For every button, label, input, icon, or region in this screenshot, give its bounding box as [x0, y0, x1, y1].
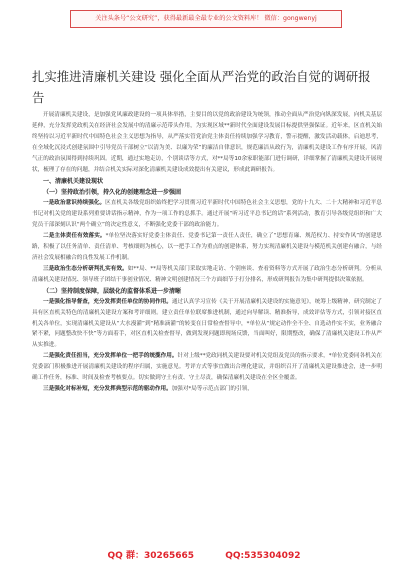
paragraph [32, 384, 382, 395]
top-banner: 关注头条号“公文研究”，获得最新最全最专业的公文资料库！ 微信：gongwenyj [70, 10, 342, 28]
paragraph-text: *单位坚决落实好党委主体责任、党委书记第一责任人责任，确立了“思想育廉、规范权力、持安作风”的创建思路，积极了以任务清单、责任清单、考核细则为核心，以一把手工作为重点的创建体系，努力实现清廉机关建设与模范机关创建有融合，与经济社会发展相融合的良性发展工作机制。 [32, 233, 382, 261]
qq-group-text: QQ 群：30265665 [107, 551, 195, 561]
paragraph [32, 198, 382, 231]
paragraph-text: 针对上级**党政同机关建设要对机关党组及党员的指示要求，*单位党委同各机关在党委部门积极推进开展清廉机关建设的程序归属，实施意见。考评方式等事宜做出合理化建议，并组织召开了清廉机关建设推进会，进一步明确工作任务，标准、时间及检查考核要点。切实做到守土有责、守土尽责，确保清廉机关建设在全区全覆盖。 [32, 353, 382, 382]
paragraph-lead: 一是强化指导督查，充分发挥责任单位的协同作用。 [43, 298, 172, 305]
paragraph-lead: 一是政治意识持续强化。 [43, 200, 106, 207]
paragraph [32, 351, 382, 384]
contact-footer [0, 548, 408, 564]
paragraph [32, 264, 382, 286]
paragraph-lead: 三是政治生态分析研判扎实有效。 [43, 265, 128, 272]
paragraph-lead: 二是强化责任担当，充分发挥单位一把手的统揽作用。 [43, 353, 178, 360]
section-heading: 一、清廉机关建设现状 [43, 178, 104, 186]
paragraph-lead: 二是主体责任有效落实。 [43, 233, 106, 240]
paragraph-lead: 三是强化对标补短，充分发挥典型示范的驱动作用。 [43, 385, 172, 392]
paragraph-text: 通过认真学习宣传《关于开展清廉机关建设的实施意见》，统筹上级精神，研究制定了具有区直机关特色的清廉机关建设方案和考评细则。建立责任单位联席推进机制，通过向导解读、精准指导，成效评估等方式，引领对接区直机关各单位，实现清廉机关建设从“大水漫灌”到“精准滴灌”的转变在日常检查督导中，*单位从“规定动作全不全、自选动作实不实，业务融合紧不紧，问题整改快不快”等方面着手，对区直机关检查督导，做到发现问题即现场反馈，当面叫好，限期整改，确保了清廉机关建设工作从严从实推进。 [32, 298, 382, 349]
subsection-heading: （一）坚持政治引领，持久化的创建理念进一步强固 [43, 189, 182, 197]
paragraph-text: 区直机关各级党组织始终把学习贯彻习近平新时代中国特色社会主义思想，党的十九大、二十大精神和习近平总书记对机关党的建设系列重要讲话指示精神，作为一项工作的总抓手。通过开展“听习近平总书记的话”系列活动，教育引导各级党组织和广大党员干部深刻认识“两个确立”的决定性意义，不断强化党委干部的政治能力。 [32, 200, 382, 229]
intro-paragraph: 开展清廉机关建设，是加强党风廉政建设的一项具体举措，主要目的以党的政治建设为统领，推动全面从严治党向纵深发展，向机关基层延伸，充分发挥党政机关在经济社会发展中的清廉示范带头作用，为实现区域**新时代全面建设发展目标提供坚强保证。近年来，区直机关始终坚持以习近平新时代中国特色社会主义思想为指导，从严落实管党治党主体责任持续加强学习教育，警示提醒，激发活动载体，启迪思考，在全域化沉浸式创建氛围中引导党员干部树立“以清为美、以廉为荣”的廉洁自律意识，规范廉洁从政行为，清廉机关建设工作有序开展，风清气正的政治氛围得到持续巩固。近期，通过实地走访，个别谈话等方式，对**局等10余家职能部门进行调研，详细掌握了清廉机关建设开展现状，梳理了存在的问题，并结合机关实际对深化清廉机关建设成效提出有关建议，形成此调研报告。 [32, 112, 382, 173]
paragraph [32, 231, 382, 264]
document-title: 扎实推进清廉机关建设 强化全面从严治党的政治自觉的调研报告 [32, 69, 371, 105]
paragraph-text: 加强对*局等示范点部门的引领， [171, 385, 253, 392]
subsection-heading: （二）坚持制度保障，层级化的监督体系进一步清晰 [43, 287, 182, 295]
paragraph [32, 297, 382, 352]
document-body [32, 110, 382, 395]
paragraph-text: 如**局、**局等机关部门采取实地走访、个别座谈、查看资料等方式开展了政治生态分析研判。分析从清廉机关建设情况、领导班子团结干事创业情况、精神文明创建情况三个方面细节于打分排名，形成研判报告为集中研判提供决策依据。 [32, 265, 382, 283]
qq-number-text: QQ:535304092 [225, 551, 301, 561]
